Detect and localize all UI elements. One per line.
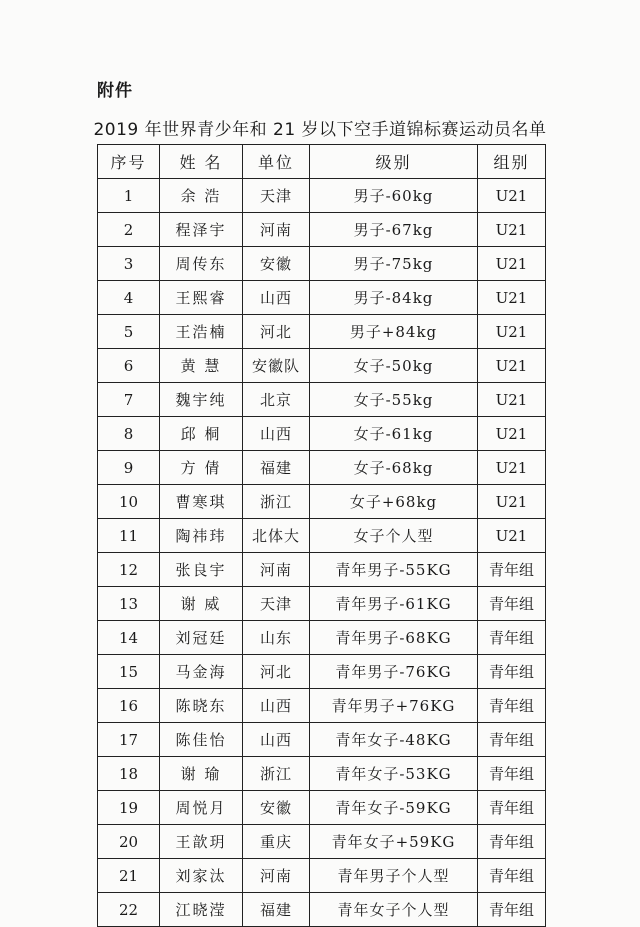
cell-name: 谢 瑜 (160, 757, 243, 791)
table-row (98, 893, 546, 927)
cell-number: 13 (98, 587, 160, 621)
cell-name: 黄 慧 (160, 349, 243, 383)
cell-unit: 山西 (243, 723, 310, 757)
cell-number: 7 (98, 383, 160, 417)
cell-name: 方 倩 (160, 451, 243, 485)
cell-unit: 河南 (243, 213, 310, 247)
table-row (98, 723, 546, 757)
cell-level: 青年女子-53KG (310, 757, 478, 791)
cell-level: 女子-50kg (310, 349, 478, 383)
cell-unit: 北京 (243, 383, 310, 417)
cell-number: 16 (98, 689, 160, 723)
cell-name: 陶祎玮 (160, 519, 243, 553)
cell-level: 男子-60kg (310, 179, 478, 213)
cell-group: U21 (478, 451, 546, 485)
table-row (98, 553, 546, 587)
cell-unit: 山西 (243, 689, 310, 723)
table-row (98, 213, 546, 247)
cell-unit: 山西 (243, 281, 310, 315)
cell-group: U21 (478, 247, 546, 281)
column-header-group: 组别 (478, 145, 546, 179)
cell-level: 青年男子-61KG (310, 587, 478, 621)
cell-name: 谢 威 (160, 587, 243, 621)
cell-name: 陈佳怡 (160, 723, 243, 757)
cell-number: 9 (98, 451, 160, 485)
table-row (98, 757, 546, 791)
table-header-row (98, 145, 546, 179)
cell-unit: 北体大 (243, 519, 310, 553)
cell-group: U21 (478, 417, 546, 451)
cell-number: 10 (98, 485, 160, 519)
cell-group: U21 (478, 213, 546, 247)
cell-group: 青年组 (478, 791, 546, 825)
cell-name: 刘家汰 (160, 859, 243, 893)
cell-name: 张良宇 (160, 553, 243, 587)
cell-number: 20 (98, 825, 160, 859)
cell-group: 青年组 (478, 757, 546, 791)
cell-level: 男子-84kg (310, 281, 478, 315)
cell-level: 青年女子-59KG (310, 791, 478, 825)
cell-name: 王歆玥 (160, 825, 243, 859)
cell-unit: 安徽队 (243, 349, 310, 383)
cell-unit: 福建 (243, 451, 310, 485)
table-row (98, 247, 546, 281)
table-row (98, 485, 546, 519)
cell-level: 女子-55kg (310, 383, 478, 417)
cell-group: U21 (478, 315, 546, 349)
table-row (98, 519, 546, 553)
table-row (98, 689, 546, 723)
cell-level: 青年女子-48KG (310, 723, 478, 757)
cell-unit: 安徽 (243, 247, 310, 281)
cell-name: 马金海 (160, 655, 243, 689)
cell-name: 周传东 (160, 247, 243, 281)
cell-level: 女子-61kg (310, 417, 478, 451)
cell-number: 21 (98, 859, 160, 893)
cell-number: 2 (98, 213, 160, 247)
cell-group: 青年组 (478, 723, 546, 757)
cell-level: 青年男子个人型 (310, 859, 478, 893)
cell-level: 女子-68kg (310, 451, 478, 485)
cell-group: 青年组 (478, 825, 546, 859)
cell-group: 青年组 (478, 859, 546, 893)
cell-level: 男子-75kg (310, 247, 478, 281)
column-header-number: 序号 (98, 145, 160, 179)
cell-number: 18 (98, 757, 160, 791)
cell-number: 1 (98, 179, 160, 213)
cell-level: 青年女子+59KG (310, 825, 478, 859)
table-row (98, 179, 546, 213)
table-row (98, 451, 546, 485)
cell-unit: 浙江 (243, 485, 310, 519)
column-header-level: 级别 (310, 145, 478, 179)
cell-group: U21 (478, 179, 546, 213)
cell-group: 青年组 (478, 893, 546, 927)
column-header-unit: 单位 (243, 145, 310, 179)
cell-unit: 浙江 (243, 757, 310, 791)
cell-group: 青年组 (478, 587, 546, 621)
cell-group: U21 (478, 383, 546, 417)
attachment-label: 附件 (97, 81, 133, 101)
cell-name: 周悦月 (160, 791, 243, 825)
cell-number: 5 (98, 315, 160, 349)
cell-unit: 河北 (243, 655, 310, 689)
table-row (98, 655, 546, 689)
table-row (98, 417, 546, 451)
cell-number: 3 (98, 247, 160, 281)
table-row (98, 281, 546, 315)
cell-unit: 福建 (243, 893, 310, 927)
cell-number: 14 (98, 621, 160, 655)
cell-name: 程泽宇 (160, 213, 243, 247)
cell-number: 11 (98, 519, 160, 553)
cell-unit: 河南 (243, 859, 310, 893)
table-row (98, 621, 546, 655)
cell-unit: 河南 (243, 553, 310, 587)
table-row (98, 859, 546, 893)
cell-unit: 天津 (243, 179, 310, 213)
column-header-name: 姓 名 (160, 145, 243, 179)
cell-level: 男子-67kg (310, 213, 478, 247)
cell-number: 6 (98, 349, 160, 383)
cell-unit: 天津 (243, 587, 310, 621)
cell-level: 男子+84kg (310, 315, 478, 349)
cell-group: U21 (478, 281, 546, 315)
cell-level: 青年男子-68KG (310, 621, 478, 655)
cell-group: 青年组 (478, 655, 546, 689)
cell-name: 王熙睿 (160, 281, 243, 315)
cell-unit: 河北 (243, 315, 310, 349)
cell-level: 青年男子+76KG (310, 689, 478, 723)
cell-level: 青年男子-55KG (310, 553, 478, 587)
table-body (98, 179, 546, 927)
cell-number: 19 (98, 791, 160, 825)
cell-unit: 重庆 (243, 825, 310, 859)
cell-level: 青年女子个人型 (310, 893, 478, 927)
table-row (98, 315, 546, 349)
cell-number: 12 (98, 553, 160, 587)
cell-group: 青年组 (478, 621, 546, 655)
cell-group: U21 (478, 519, 546, 553)
cell-name: 余 浩 (160, 179, 243, 213)
cell-name: 曹寒琪 (160, 485, 243, 519)
cell-number: 15 (98, 655, 160, 689)
cell-unit: 山东 (243, 621, 310, 655)
cell-group: U21 (478, 349, 546, 383)
cell-group: U21 (478, 485, 546, 519)
cell-number: 17 (98, 723, 160, 757)
cell-number: 4 (98, 281, 160, 315)
cell-unit: 山西 (243, 417, 310, 451)
cell-name: 王浩楠 (160, 315, 243, 349)
cell-number: 8 (98, 417, 160, 451)
cell-name: 江晓滢 (160, 893, 243, 927)
cell-name: 陈晓东 (160, 689, 243, 723)
cell-name: 刘冠廷 (160, 621, 243, 655)
athlete-roster-table (97, 144, 546, 927)
cell-group: 青年组 (478, 689, 546, 723)
table-row (98, 349, 546, 383)
cell-level: 女子个人型 (310, 519, 478, 553)
table-row (98, 383, 546, 417)
document-title: 2019 年世界青少年和 21 岁以下空手道锦标赛运动员名单 (93, 120, 547, 140)
cell-group: 青年组 (478, 553, 546, 587)
cell-level: 青年男子-76KG (310, 655, 478, 689)
cell-unit: 安徽 (243, 791, 310, 825)
cell-name: 邱 桐 (160, 417, 243, 451)
table-row (98, 587, 546, 621)
cell-number: 22 (98, 893, 160, 927)
cell-name: 魏宇纯 (160, 383, 243, 417)
cell-level: 女子+68kg (310, 485, 478, 519)
table-row (98, 825, 546, 859)
table-row (98, 791, 546, 825)
